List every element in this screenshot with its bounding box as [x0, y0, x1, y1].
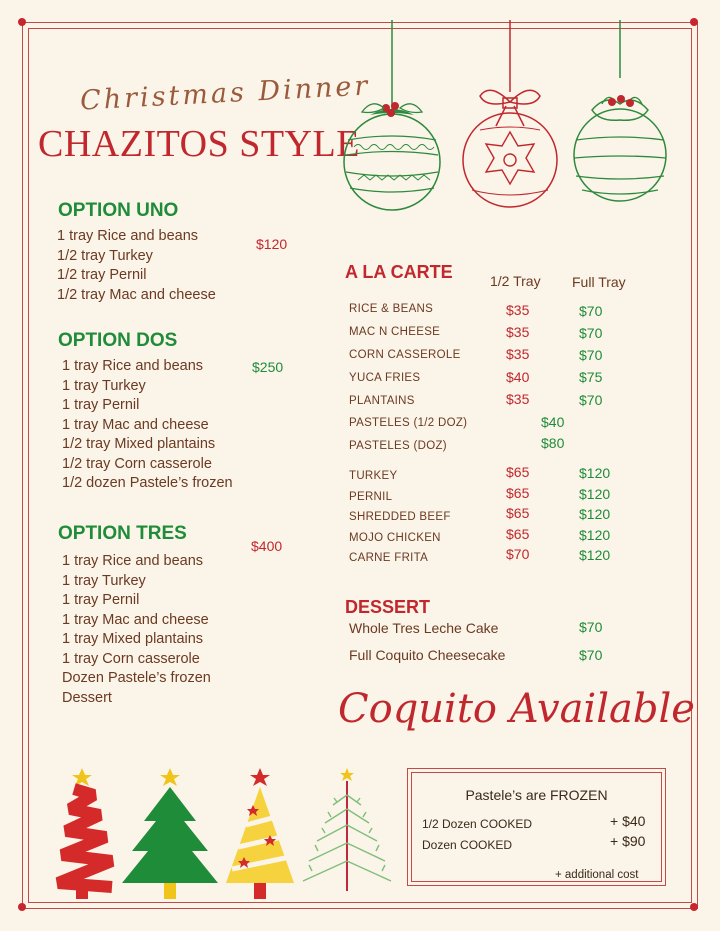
option-item: 1 tray Rice and beans	[62, 358, 204, 374]
main-title: CHAZITOS STYLE	[38, 123, 360, 165]
frozen-box-row-label: Dozen COOKED	[422, 838, 513, 852]
coquito-available-banner: Coquito Available	[338, 686, 695, 732]
carte-row	[349, 348, 619, 371]
dessert-item-name: Whole Tres Leche Cake	[349, 620, 499, 636]
option-dos-title: OPTION DOS	[58, 330, 178, 351]
frozen-box-row-label: 1/2 Dozen COOKED	[422, 817, 533, 831]
carte-full-price: $120	[579, 547, 611, 563]
option-item: 1/2 dozen Pastele’s frozen	[62, 475, 233, 491]
carte-row	[349, 416, 619, 439]
option-item: 1 tray Pernil	[62, 592, 140, 608]
carte-full-price: $70	[579, 392, 603, 408]
carte-full-price: $70	[579, 303, 603, 319]
carte-half-price: $35	[506, 391, 530, 407]
carte-half-price: $35	[506, 302, 530, 318]
corner-dot	[690, 903, 698, 911]
corner-dot	[18, 18, 26, 26]
carte-pasteles	[349, 416, 619, 462]
option-item: 1 tray Mac and cheese	[62, 611, 209, 628]
yellow-tree-icon	[226, 768, 294, 899]
carte-item-name: PASTELES (DOZ)	[349, 440, 447, 452]
option-item: 1/2 tray Corn casserole	[62, 455, 212, 472]
striped-ornament-icon	[574, 20, 666, 201]
pine-tree-icon	[303, 768, 391, 891]
ribbon-tree-icon	[58, 768, 112, 899]
carte-row	[349, 391, 619, 417]
carte-full-price: $120	[579, 485, 611, 502]
a-la-carte-title: A LA CARTE	[345, 262, 453, 282]
carte-row	[349, 435, 619, 462]
script-title: Christmas Dinner	[79, 70, 372, 117]
carte-item-name: TURKEY	[349, 470, 398, 482]
carte-full-price: $120	[579, 526, 611, 543]
full-tray-header: Full Tray	[572, 274, 626, 290]
dessert-title: DESSERT	[345, 597, 431, 617]
carte-row	[349, 546, 619, 572]
carte-half-price: $65	[506, 464, 530, 480]
carte-full-price: $70	[579, 347, 603, 363]
option-item: 1/2 tray Turkey	[57, 247, 153, 264]
frozen-box-row-price: + $90	[610, 833, 646, 849]
carte-item-name: RICE & BEANS	[349, 303, 434, 315]
carte-row	[349, 371, 619, 394]
carte-item-name: YUCA FRIES	[349, 372, 421, 384]
carte-price: $40	[541, 414, 565, 430]
carte-item-name: CARNE FRITA	[349, 552, 429, 564]
option-item: 1 tray Pernil	[62, 397, 140, 413]
carte-item-name: PASTELES (1/2 DOZ)	[349, 417, 468, 429]
option-tres-title: OPTION TRES	[58, 523, 187, 544]
corner-dot	[690, 18, 698, 26]
option-uno-price: $120	[256, 236, 288, 252]
carte-half-price: $40	[506, 369, 530, 385]
option-item: 1 tray Turkey	[62, 572, 146, 589]
option-uno-title: OPTION UNO	[58, 200, 179, 221]
option-tres-items	[62, 552, 211, 708]
carte-full-price: $120	[579, 465, 611, 481]
carte-full-price: $120	[579, 506, 611, 522]
carte-half-price: $35	[506, 346, 530, 362]
option-tres-price: $400	[251, 538, 283, 554]
carte-item-name: PLANTAINS	[349, 395, 415, 407]
option-item: 1 tray Mixed plantains	[62, 631, 204, 647]
option-item: 1 tray Mac and cheese	[62, 416, 209, 433]
option-item: Dessert	[62, 689, 112, 706]
frozen-box-row-price: + $40	[610, 813, 646, 829]
corner-dot	[18, 903, 26, 911]
additional-cost-note: + additional cost	[555, 869, 639, 881]
carte-price: $80	[541, 435, 565, 451]
carte-full-price: $70	[579, 325, 603, 341]
carte-item-name: PERNIL	[349, 490, 393, 503]
carte-item-name: SHREDDED BEEF	[349, 511, 451, 523]
christmas-trees-illustration	[48, 765, 398, 905]
option-item: 1/2 tray Mixed plantains	[62, 436, 216, 452]
green-ornament-icon	[344, 20, 440, 210]
option-dos-price: $250	[252, 359, 284, 375]
option-item: Dozen Pastele’s frozen	[62, 670, 211, 686]
red-ornament-icon	[463, 20, 557, 207]
carte-row	[349, 325, 619, 348]
option-uno-items	[57, 227, 216, 305]
carte-item-name: MOJO CHICKEN	[349, 531, 441, 544]
green-tree-icon	[122, 768, 218, 899]
carte-row	[349, 302, 619, 325]
carte-half-price: $35	[506, 324, 530, 340]
carte-full-price: $75	[579, 369, 603, 385]
carte-group-meats	[349, 464, 619, 572]
option-item: 1/2 tray Pernil	[57, 267, 147, 283]
option-item: 1 tray Corn casserole	[62, 650, 200, 667]
carte-group-sides	[349, 302, 619, 417]
half-tray-header: 1/2 Tray	[490, 273, 541, 289]
carte-item-name: CORN CASSEROLE	[349, 349, 461, 361]
option-item: 1/2 tray Mac and cheese	[57, 286, 216, 303]
option-item: 1 tray Turkey	[62, 377, 146, 394]
dessert-item-price: $70	[579, 619, 603, 635]
carte-half-price: $65	[506, 484, 530, 501]
option-item: 1 tray Rice and beans	[62, 553, 204, 569]
carte-item-name: MAC N CHEESE	[349, 326, 441, 338]
option-dos-items	[62, 357, 233, 494]
carte-half-price: $65	[506, 505, 530, 521]
frozen-box-title: Pastele’s are FROZEN	[465, 787, 608, 803]
option-item: 1 tray Rice and beans	[57, 228, 199, 244]
carte-half-price: $70	[506, 546, 530, 562]
ornaments-illustration	[340, 20, 680, 220]
carte-half-price: $65	[506, 525, 530, 542]
dessert-item-name: Full Coquito Cheesecake	[349, 647, 506, 663]
dessert-item-price: $70	[579, 647, 603, 663]
